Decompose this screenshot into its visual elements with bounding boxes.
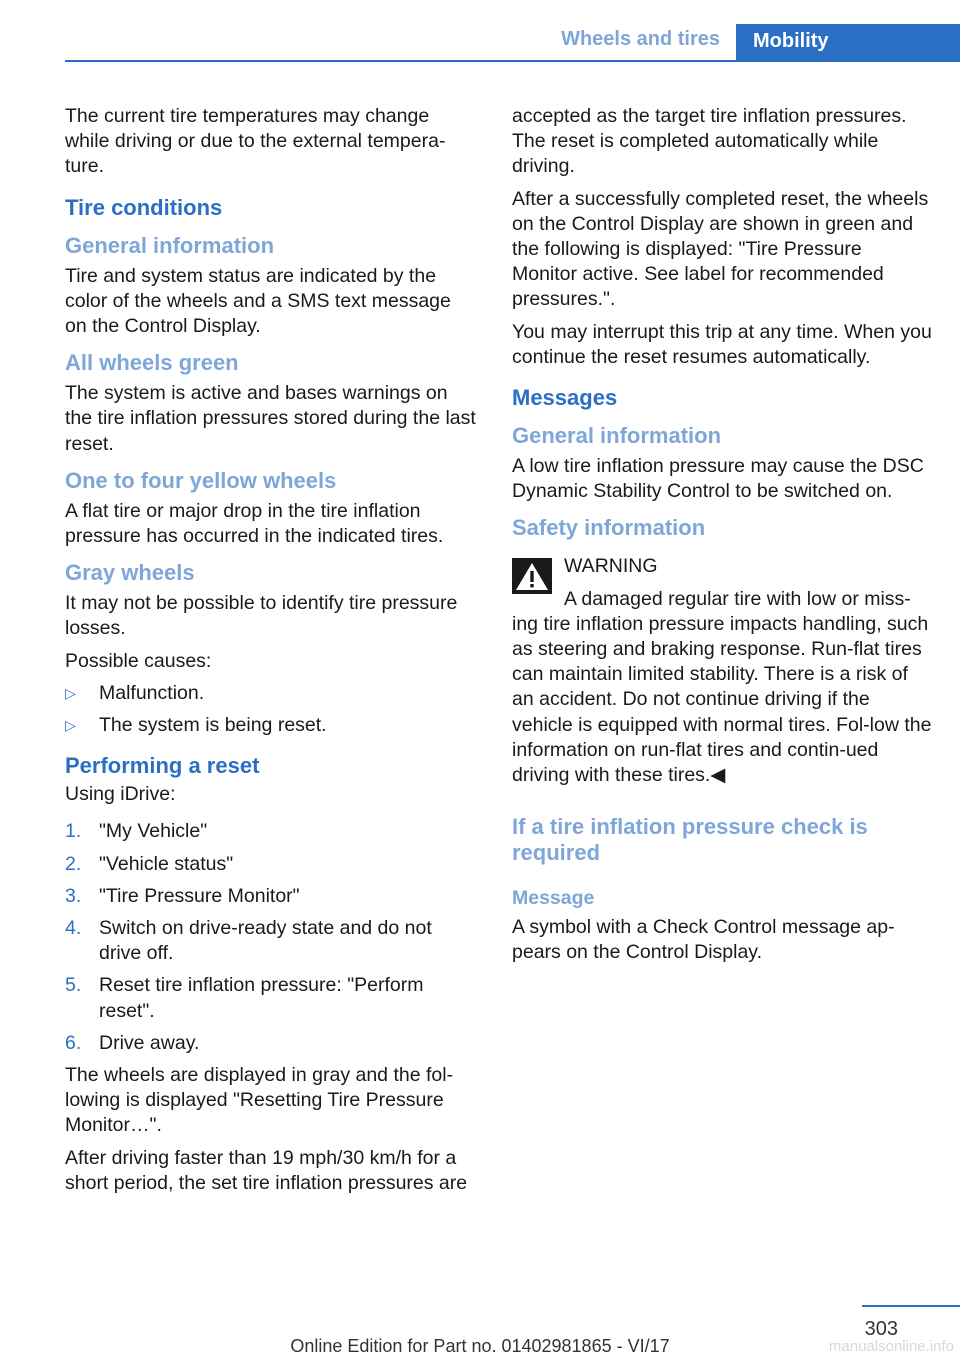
gray-wheels-heading: Gray wheels (65, 560, 195, 586)
interrupt-paragraph: You may interrupt this trip at any time. When you continue the reset resumes automatically. (512, 320, 932, 368)
continued-paragraph: accepted as the target tire inflation pressures. The reset is completed automatically while driving. (512, 105, 907, 178)
causes-list (65, 681, 477, 738)
all-wheels-green-heading: All wheels green (65, 350, 239, 376)
messages-heading: Messages (512, 385, 618, 411)
warning-triangle-icon (512, 558, 552, 594)
list-item: ▷ The system is being reset. (65, 713, 477, 738)
triangle-bullet-icon: ▷ (65, 684, 76, 701)
message-paragraph: A symbol with a Check Control message ap‐pears on the Control Display. (512, 916, 895, 964)
header-section-title: Wheels and tires (561, 28, 720, 50)
warning-block (512, 554, 932, 788)
after-steps-paragraph: The wheels are displayed in gray and the fol‐lowing is displayed "Resetting Tire Pressure Monitor…". (65, 1064, 454, 1137)
safety-information-heading: Safety information (512, 515, 706, 541)
reset-success-paragraph: After a successfully completed reset, the wheels on the Control Display are shown in green and the following is displayed: "Tire Pressure Monitor active. See label for recommended pressures.". (512, 187, 929, 311)
general-information-paragraph: Tire and system status are indicated by the color of the wheels and a SMS text message on the Control Display. (65, 264, 451, 338)
general-information-heading: General information (65, 232, 275, 258)
general-information-heading: General information (512, 423, 722, 449)
list-item: 5. Reset tire inflation pressure: "Perform reset". (65, 974, 424, 1022)
watermark: manualsonline.info (828, 1338, 954, 1355)
footer-rule (862, 1305, 960, 1307)
list-item: 3. "Tire Pressure Monitor" (65, 884, 300, 907)
yellow-wheels-paragraph: A flat tire or major drop in the tire inflation pressure has occurred in the indicated tires. (65, 499, 444, 548)
yellow-wheels-heading: One to four yellow wheels (65, 467, 337, 493)
header-chapter-tab: Mobility (736, 24, 960, 62)
warning-label: WARNING (564, 555, 658, 578)
performing-reset-heading: Performing a reset (65, 753, 260, 779)
page-number: 303 (864, 1318, 898, 1340)
possible-causes-label: Possible causes: (65, 649, 212, 672)
list-item: 6. Drive away. (65, 1031, 200, 1054)
list-item: 4. Switch on drive-ready state and do not drive off. (65, 917, 432, 965)
tire-conditions-heading: Tire conditions (65, 194, 223, 220)
gray-wheels-paragraph: It may not be possible to identify tire pressure losses. (65, 592, 458, 640)
list-item: ▷ Malfunction. (65, 681, 477, 706)
reset-intro: Using iDrive: (65, 783, 176, 806)
list-item: 2. "Vehicle status" (65, 852, 234, 875)
edition-footer: Online Edition for Part no. 01402981865 - VI/17 (290, 1336, 670, 1356)
general-information-paragraph: A low tire inflation pressure may cause the DSC Dynamic Stability Control to be switched on. (512, 455, 924, 503)
all-wheels-green-paragraph: The system is active and bases warnings on the tire inflation pressures stored during the last reset. (65, 382, 476, 455)
after-driving-paragraph: After driving faster than 19 mph/30 km/h for a short period, the set tire inflation pressures are (65, 1146, 468, 1194)
list-item: 1. "My Vehicle" (65, 820, 208, 843)
left-column (65, 104, 477, 1203)
right-column (512, 104, 932, 973)
message-heading: Message (512, 887, 595, 910)
reset-steps-list (65, 819, 477, 1056)
pressure-check-heading: If a tire inflation pressure check is required (512, 814, 868, 866)
warning-text: A damaged regular tire with low or miss‐ing tire inflation pressure impacts handling, such as steering and braking response. Run-flat tires can maintain limited stability. There is a risk of an accident. Do not continue driving if the vehicle is equipped with normal tires. Fol‐low the information on run-flat tires and contin‐ued driving with these tires.◀ (512, 587, 932, 787)
triangle-bullet-icon: ▷ (65, 717, 76, 734)
intro-paragraph: The current tire temperatures may change while driving or due to the external tempera‐ture. (65, 105, 446, 178)
